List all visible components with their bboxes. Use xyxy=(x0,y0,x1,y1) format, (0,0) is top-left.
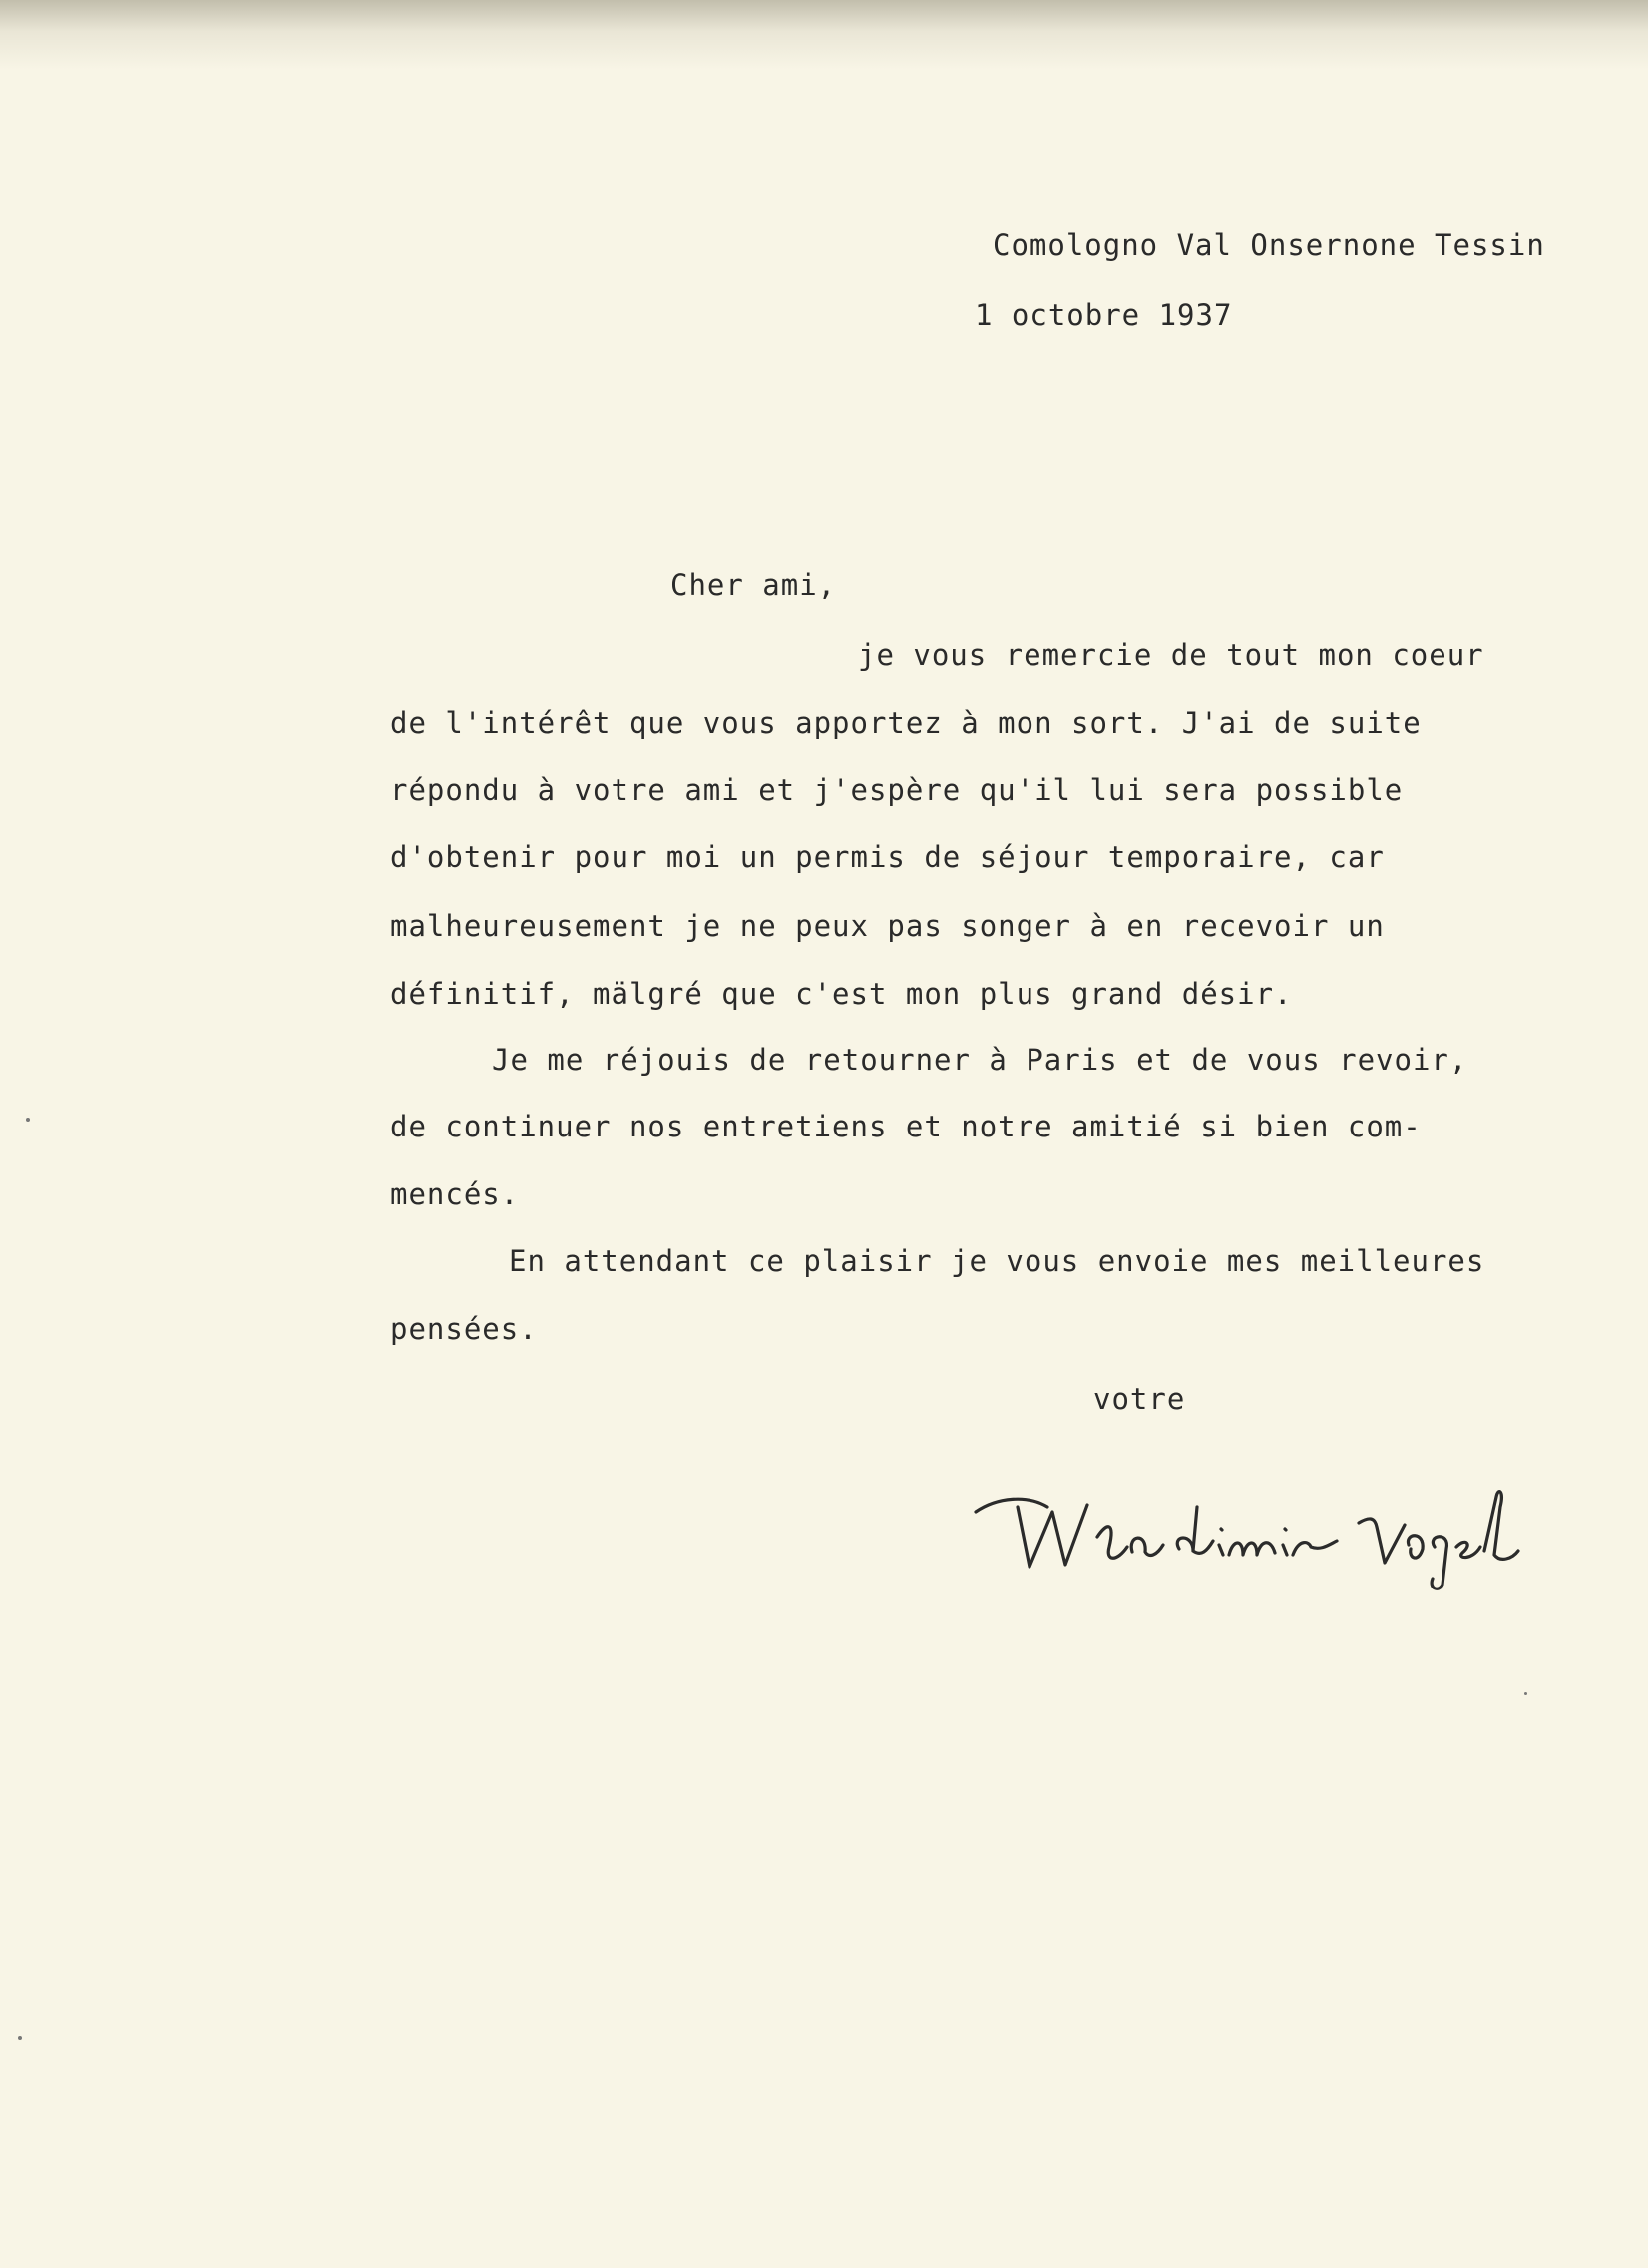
letter-closing: votre xyxy=(1093,1382,1186,1416)
body-line-11: pensées. xyxy=(390,1312,538,1346)
paper-speck xyxy=(26,1118,30,1122)
body-line-9: mencés. xyxy=(390,1177,520,1211)
body-line-10: En attendant ce plaisir je vous envoie mes meilleures xyxy=(509,1244,1485,1278)
letter-salutation: Cher ami, xyxy=(670,568,837,602)
body-line-4: d'obtenir pour moi un permis de séjour temporaire, car xyxy=(390,840,1385,874)
body-line-2: de l'intérêt que vous apportez à mon sort. J'ai de suite xyxy=(390,706,1422,740)
body-line-8: de continuer nos entretiens et notre amitié si bien com- xyxy=(390,1110,1422,1143)
letter-place: Comologno Val Onsernone Tessin xyxy=(993,228,1545,262)
paper-speck xyxy=(18,2036,22,2040)
body-line-1: je vous remercie de tout mon coeur xyxy=(858,638,1484,672)
body-line-7: Je me réjouis de retourner à Paris et de vous revoir, xyxy=(492,1043,1468,1077)
paper-speck xyxy=(1524,1692,1527,1695)
letter-date: 1 octobre 1937 xyxy=(975,298,1233,332)
body-line-3: répondu à votre ami et j'espère qu'il lui sera possible xyxy=(390,773,1404,807)
body-line-5: malheureusement je ne peux pas songer à en recevoir un xyxy=(390,909,1385,943)
paper-top-shadow xyxy=(0,0,1648,70)
signature-icon xyxy=(958,1467,1526,1596)
body-line-6: définitif, mälgré que c'est mon plus grand désir. xyxy=(390,977,1293,1011)
